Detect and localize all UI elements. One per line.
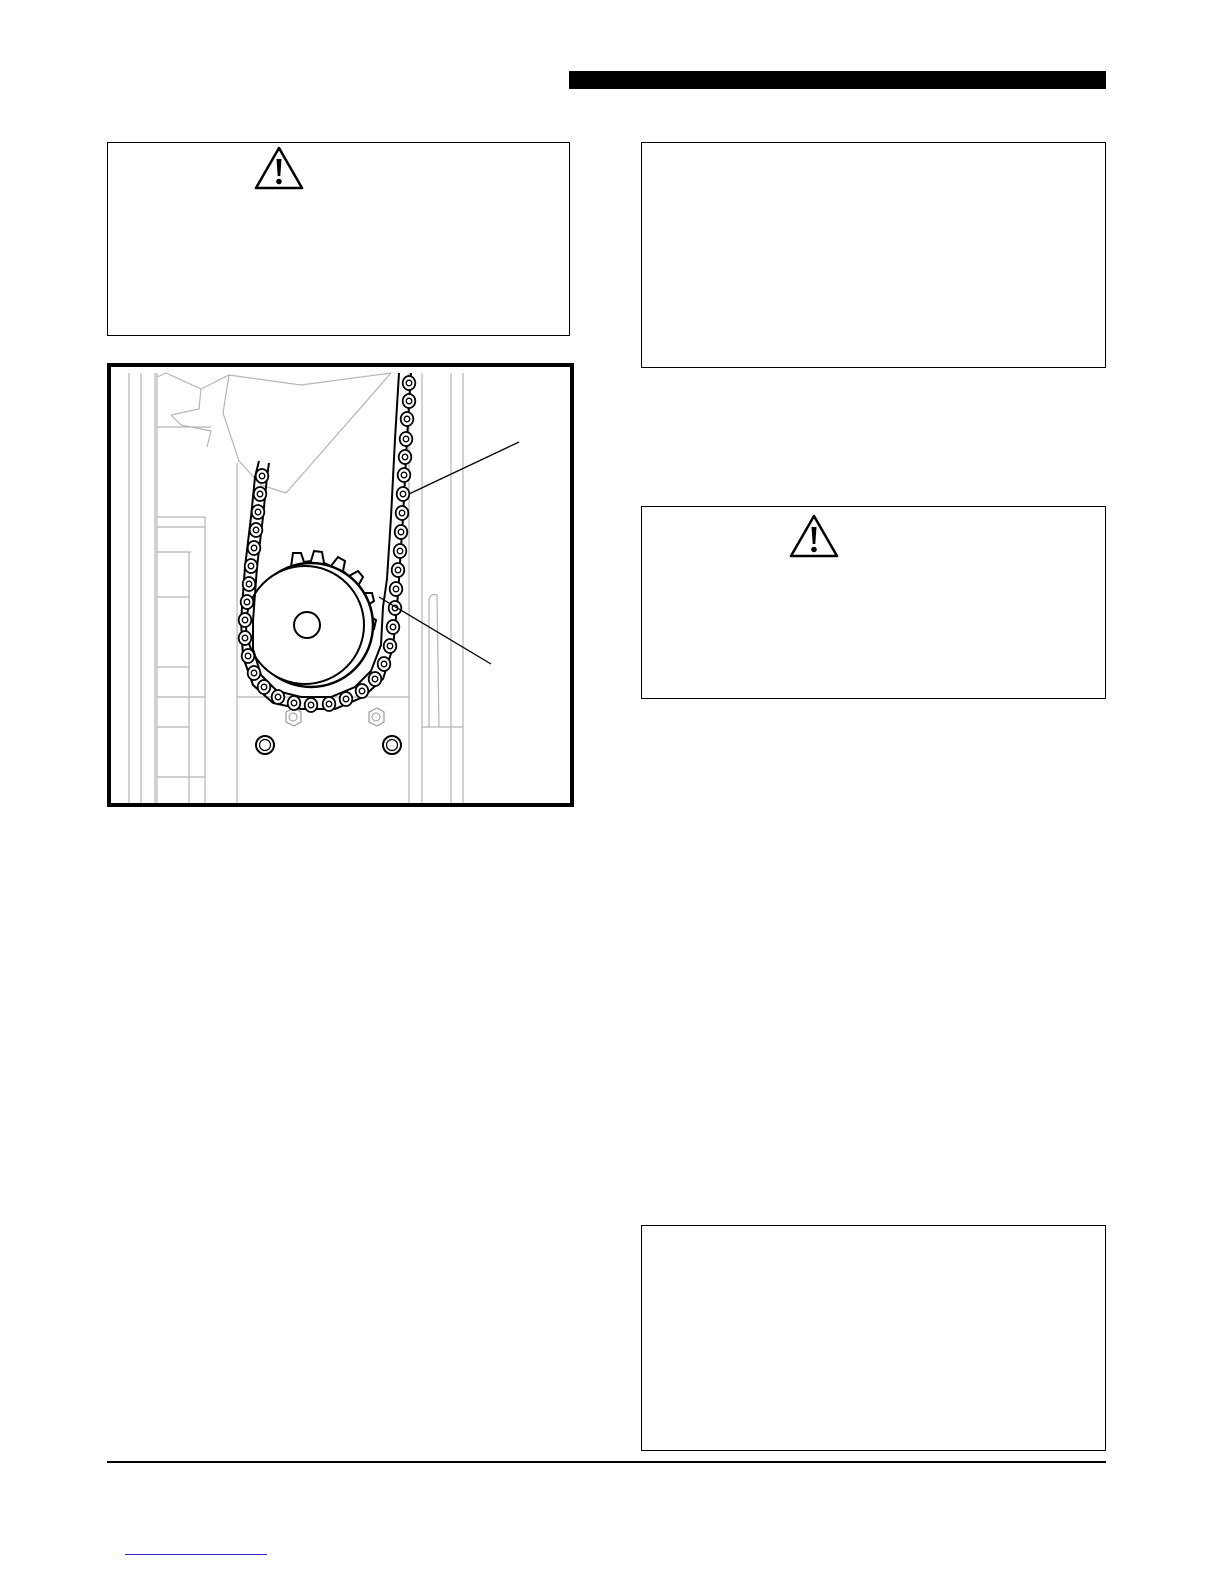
callout-line-chain [409,442,519,494]
chain-sprocket-figure [107,363,574,807]
warning-triangle-icon [253,145,305,191]
note-box-bottom-right [641,1225,1106,1451]
warning-box-top-left [107,142,570,336]
warning-box-middle-right [641,506,1106,699]
section-header-bar [569,71,1106,89]
footer-rule [107,1461,1106,1463]
sprocket [246,551,376,687]
warning-triangle-icon [788,513,840,559]
footer-link-underline[interactable] [125,1554,267,1555]
chain-sprocket-illustration [111,367,570,803]
mounting-bolts [256,708,401,754]
note-box-top-right [641,142,1106,368]
